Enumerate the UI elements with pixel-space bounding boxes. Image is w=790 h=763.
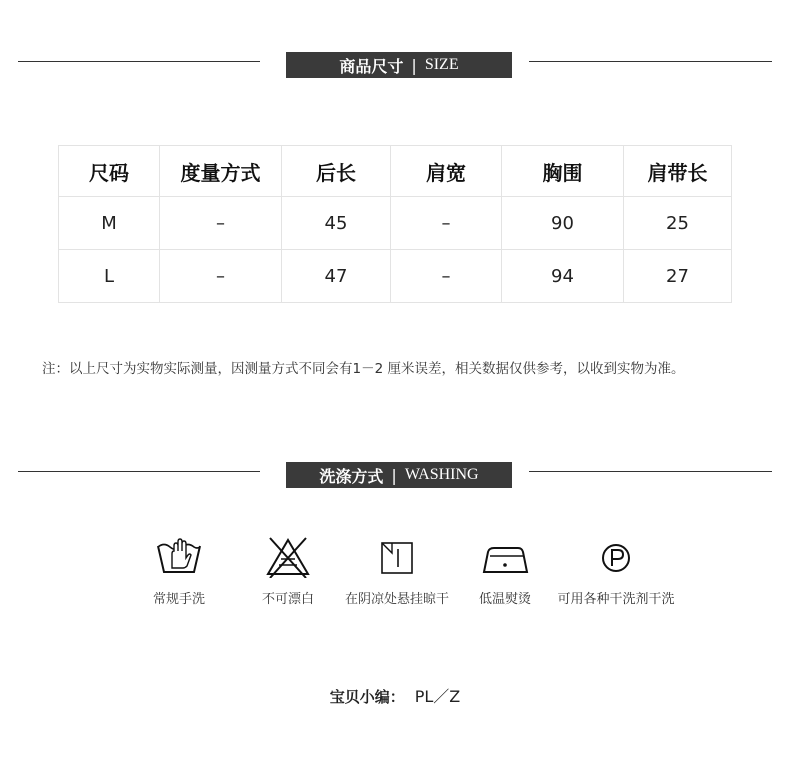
dry-clean-p-icon [593, 536, 639, 578]
header-back-length: 后长 [282, 146, 391, 197]
table-row [59, 250, 732, 303]
low-iron-icon [480, 536, 530, 578]
washing-title-cn: 洗涤方式 [319, 466, 384, 486]
hand-wash-label: 常规手洗 [152, 592, 205, 607]
header-measure-method: 度量方式 [160, 146, 282, 197]
editor-value: PL／Z [414, 687, 461, 706]
washing-title-separator: | [391, 465, 397, 485]
washing-section-banner [286, 462, 512, 488]
cell-size: L [59, 250, 160, 303]
cell-strap-length: 27 [624, 250, 732, 303]
measurement-note: 注：以上尺寸为实物实际测量，因测量方式不同会有1－2 厘米误差，相关数据仅供参考，以收到实物为准。 [42, 361, 685, 377]
header-strap-length: 肩带长 [624, 146, 732, 197]
header-shoulder-width: 肩宽 [391, 146, 502, 197]
cell-bust: 94 [502, 250, 624, 303]
cell-back-length: 47 [282, 250, 391, 303]
size-section-banner [286, 52, 512, 78]
editor-label: 宝贝小编： [329, 688, 405, 706]
size-title-cn: 商品尺寸 [339, 56, 404, 76]
header-bust: 胸围 [502, 146, 624, 197]
size-title-separator: | [411, 55, 417, 75]
cell-shoulder-width: – [391, 197, 502, 250]
size-table [58, 145, 732, 303]
size-right-rule [529, 61, 772, 62]
low-iron-label: 低温熨烫 [478, 592, 531, 607]
cell-measure-method: – [160, 250, 282, 303]
no-bleach-label: 不可漂白 [261, 592, 314, 607]
table-row [59, 197, 732, 250]
hand-wash-icon [155, 536, 203, 578]
header-size: 尺码 [59, 146, 160, 197]
cell-measure-method: – [160, 197, 282, 250]
line-dry-shade-icon [374, 536, 420, 578]
size-title-en: SIZE [424, 56, 459, 73]
cell-size: M [59, 197, 160, 250]
wash-item-dry-clean [546, 536, 686, 607]
washing-left-rule [18, 471, 260, 472]
cell-shoulder-width: – [391, 250, 502, 303]
washing-title-en: WASHING [404, 466, 479, 483]
size-table-header-row [59, 146, 732, 197]
cell-bust: 90 [502, 197, 624, 250]
washing-right-rule [529, 471, 772, 472]
no-bleach-icon [265, 536, 311, 578]
cell-back-length: 45 [282, 197, 391, 250]
line-dry-shade-label: 在阴凉处悬挂晾干 [344, 592, 449, 607]
size-left-rule [18, 61, 260, 62]
editor-line [0, 684, 790, 707]
cell-strap-length: 25 [624, 197, 732, 250]
dry-clean-label: 可用各种干洗剂干洗 [557, 592, 675, 607]
